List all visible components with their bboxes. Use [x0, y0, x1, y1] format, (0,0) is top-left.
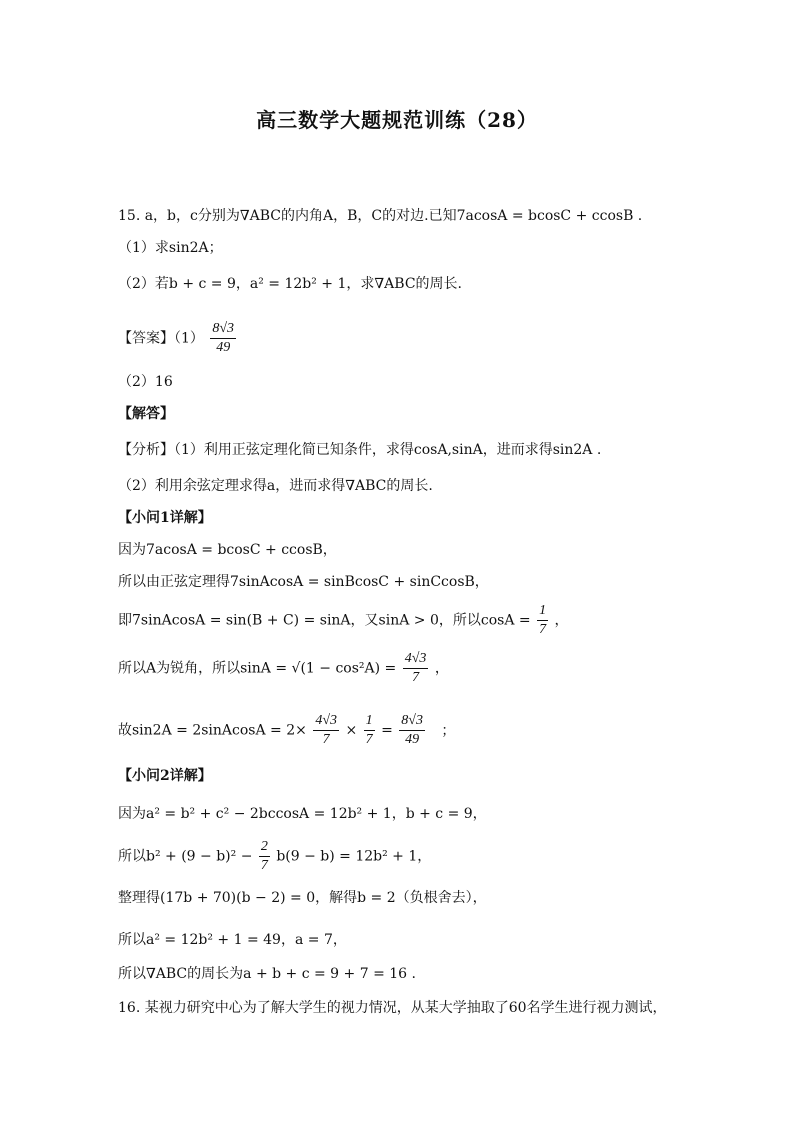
analysis-line-2: （2）利用余弦定理求得a，进而求得∇ABC的周长.: [118, 478, 433, 494]
subquestion-1-heading: 【小问1详解】: [118, 510, 212, 526]
step-7-tail: b(9 − b) = 12b² + 1，: [276, 848, 432, 865]
step-5-text: 故sin2A = 2sinAcosA = 2×: [118, 722, 307, 739]
step-3-text: 即7sinAcosA = sin(B + C) = sinA，又sinA > 0，所以cosA =: [118, 612, 531, 629]
fraction-denominator: 7: [412, 670, 420, 685]
sin2a-fraction-2: [364, 712, 375, 749]
step-5-tail: ；: [441, 722, 456, 739]
fraction-denominator: 49: [216, 340, 231, 355]
cos-a-fraction: [537, 602, 548, 639]
sin2a-fraction-3: [399, 712, 425, 749]
step-2: 所以由正弦定理得7sinAcosA = sinBcosC + sinCcosB，: [118, 574, 489, 590]
page-title: 高三数学大题规范训练（28）: [256, 108, 538, 132]
two-sevenths-fraction: [259, 838, 270, 875]
step-4-text: 所以A为锐角，所以sinA = √(1 − cos²A) =: [118, 660, 397, 677]
fraction-numerator: 8√3: [210, 320, 236, 339]
fraction-denominator: 7: [322, 732, 330, 747]
sin2a-fraction-1: [313, 712, 339, 749]
fraction-denominator: 7: [365, 732, 373, 747]
fraction-denominator: 7: [260, 858, 268, 873]
times-sign: ×: [345, 722, 358, 739]
analysis-line-1: 【分析】（1）利用正弦定理化简已知条件，求得cosA,sinA，进而求得sin2A .: [118, 442, 602, 458]
step-3-tail: ，: [554, 612, 569, 629]
fraction-denominator: 49: [405, 732, 420, 747]
subquestion-2-heading: 【小问2详解】: [118, 768, 212, 784]
step-6: 因为a² = b² + c² − 2bccosA = 12b² + 1，b + c = 9，: [118, 806, 487, 822]
step-4: [118, 650, 449, 687]
equals-sign: =: [381, 722, 393, 739]
fraction-numerator: 1: [537, 602, 548, 621]
step-1: 因为7acosA = bcosC + ccosB，: [118, 542, 337, 558]
step-3: [118, 602, 569, 639]
sin-a-fraction: [403, 650, 429, 687]
step-10: 所以∇ABC的周长为a + b + c = 9 + 7 = 16 .: [118, 966, 416, 982]
problem-16: 16. 某视力研究中心为了解大学生的视力情况，从某大学抽取了60名学生进行视力测试，: [118, 1000, 667, 1016]
step-9: 所以a² = 12b² + 1 = 49，a = 7，: [118, 932, 347, 948]
answer-line: [118, 320, 238, 357]
problem-15: 15. a，b，c分别为∇ABC的内角A，B，C的对边.已知7acosA = bcosC + ccosB .: [118, 208, 643, 224]
answer-label: 【答案】（1）: [118, 330, 204, 347]
fraction-numerator: 1: [364, 712, 375, 731]
problem-15-part-2: （2）若b + c = 9，a² = 12b² + 1，求∇ABC的周长.: [118, 276, 462, 292]
fraction-numerator: 4√3: [313, 712, 339, 731]
step-8: 整理得(17b + 70)(b − 2) = 0，解得b = 2（负根舍去），: [118, 890, 487, 906]
step-7-text: 所以b² + (9 − b)² −: [118, 848, 253, 865]
answer-fraction: [210, 320, 236, 357]
solution-heading: 【解答】: [118, 406, 174, 422]
fraction-denominator: 7: [539, 622, 547, 637]
step-7: [118, 838, 431, 875]
step-5: [118, 712, 455, 749]
fraction-numerator: 4√3: [403, 650, 429, 669]
fraction-numerator: 8√3: [399, 712, 425, 731]
step-4-tail: ，: [434, 660, 449, 677]
answer-part-2: （2）16: [118, 374, 173, 390]
fraction-numerator: 2: [259, 838, 270, 857]
problem-15-part-1: （1）求sin2A；: [118, 240, 223, 256]
